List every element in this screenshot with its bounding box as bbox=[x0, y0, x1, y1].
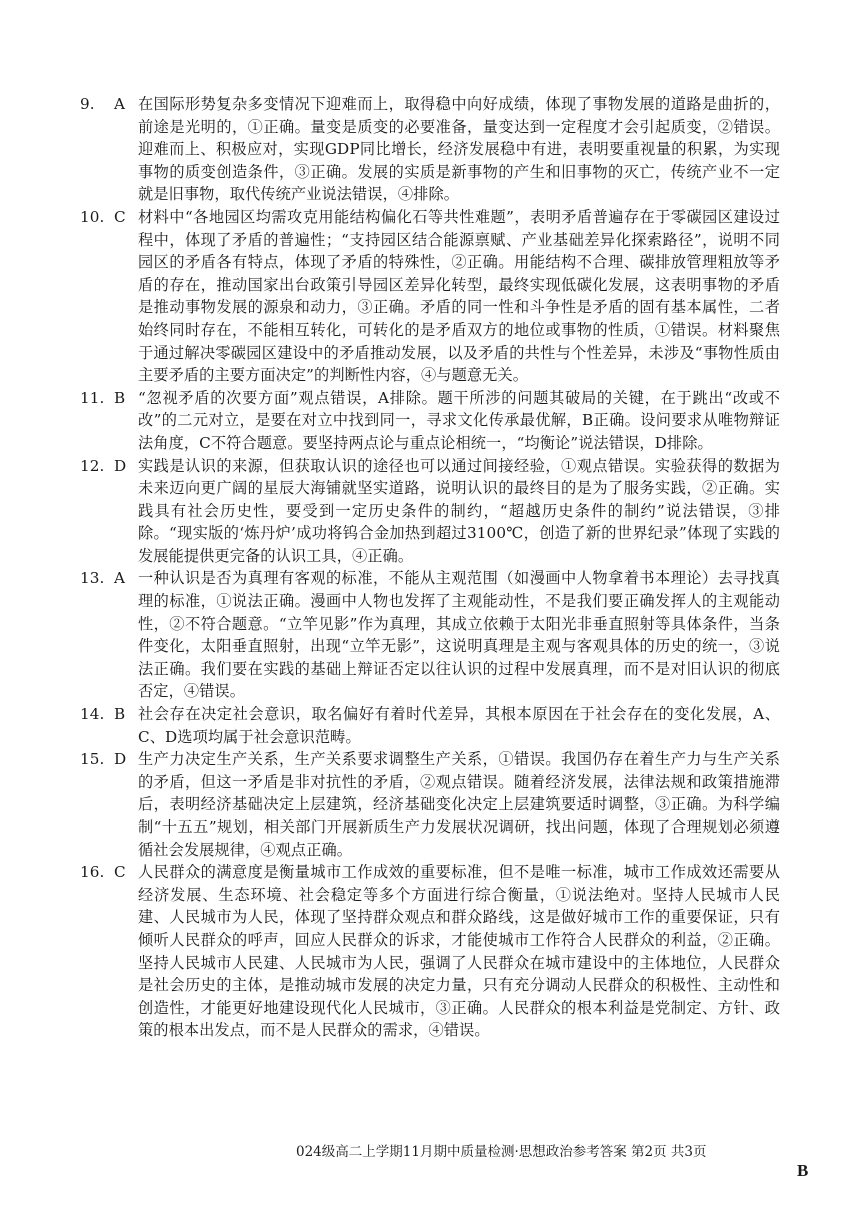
answer-key: A bbox=[114, 569, 126, 588]
answer-item-13 bbox=[80, 567, 780, 703]
answer-explanation: 实践是认识的来源，但获取认识的途径也可以通过间接经验，①观点错误。实验获得的数据为未来迈向更广阔的星辰大海铺就坚实道路，说明认识的最终目的是为了服务实践，②正确。实践具有社会历史性，要受到一定历史条件的制约，“超越历史条件的制约”说法错误，③排除。“现实版的‘炼丹炉’成功将钨合金加热到超过3100℃，创造了新的世界纪录”体现了实践的发展能提供更完备的认识工具，④正确。 bbox=[138, 456, 780, 565]
answer-explanation: 在国际形势复杂多变情况下迎难而上，取得稳中向好成绩，体现了事物发展的道路是曲折的，前途是光明的，①正确。量变是质变的必要准备，量变达到一定程度才会引起质变，②错误。迎难而上、积极应对，实现GDP同比增长，经济发展稳中有进，表明要重视量的积累，为实现事物的质变创造条件，③正确。发展的实质是新事物的产生和旧事物的灭亡，传统产业不一定就是旧事物，取代传统产业说法错误，④排除。 bbox=[138, 95, 780, 204]
answer-list bbox=[80, 93, 780, 1042]
answer-item-14 bbox=[80, 703, 780, 748]
answer-explanation: 材料中“各地园区均需攻克用能结构偏化石等共性难题”，表明矛盾普遍存在于零碳园区建设过程中，体现了矛盾的普遍性；“支持园区结合能源禀赋、产业基础差异化探索路径”，说明不同园区的矛盾各有特点，体现了矛盾的特殊性，②正确。用能结构不合理、碳排放管理粗放等矛盾的存在，推动国家出台政策引导园区差异化转型，最终实现低碳化发展，这表明事物的矛盾是推动事物发展的源泉和动力，③正确。矛盾的同一性和斗争性是矛盾的固有基本属性，二者始终同时存在，不能相互转化，可转化的是矛盾双方的地位或事物的性质，①错误。材料聚焦于通过解决零碳园区建设中的矛盾推动发展，以及矛盾的共性与个性差异，未涉及“事物性质由主要矛盾的主要方面决定”的判断性内容，④与题意无关。 bbox=[138, 207, 780, 385]
answer-item-12 bbox=[80, 455, 780, 568]
answer-item-16 bbox=[80, 861, 780, 1042]
page-footer: 024级高二上学期11月期中质量检测·思想政治参考答案 第2页 共3页 bbox=[296, 1144, 707, 1160]
question-number: 9. bbox=[80, 95, 95, 113]
answer-key: A bbox=[114, 95, 126, 113]
answer-key: C bbox=[114, 863, 126, 882]
question-number: 15. bbox=[80, 750, 105, 769]
question-number: 11. bbox=[80, 388, 105, 407]
answer-explanation: “忽视矛盾的次要方面”观点错误，A排除。题干所涉的问题其破局的关键，在于跳出“改或不改”的二元对立，是要在对立中找到同一，寻求文化传承最优解，B正确。设问要求从唯物辩证法角度，C不符合题意。要坚持两点论与重点论相统一，“均衡论”说法错误，D排除。 bbox=[138, 388, 780, 452]
answer-key: B bbox=[114, 388, 126, 407]
answer-explanation: 社会存在决定社会意识，取名偏好有着时代差异，其根本原因在于社会存在的变化发展，A、C、D选项均属于社会意识范畴。 bbox=[138, 705, 780, 746]
question-number: 12. bbox=[80, 456, 105, 475]
question-number: 10. bbox=[80, 207, 105, 226]
question-number: 14. bbox=[80, 705, 105, 724]
answer-key: C bbox=[114, 207, 126, 226]
answer-item-11 bbox=[80, 387, 780, 455]
question-number: 16. bbox=[80, 863, 105, 882]
question-number: 13. bbox=[80, 569, 105, 588]
answer-key: B bbox=[114, 705, 126, 724]
answer-explanation: 人民群众的满意度是衡量城市工作成效的重要标准，但不是唯一标准，城市工作成效还需要从经济发展、生态环境、社会稳定等多个方面进行综合衡量，①说法绝对。坚持人民城市人民建、人民城市为人民，体现了坚持群众观点和群众路线，这是做好城市工作的重要保证，只有倾听人民群众的呼声，回应人民群众的诉求，才能使城市工作符合人民群众的利益，②正确。坚持人民城市人民建、人民城市为人民，强调了人民群众在城市建设中的主体地位，人民群众是社会历史的主体，是推动城市发展的决定力量，只有充分调动人民群众的积极性、主动性和创造性，才能更好地建设现代化人民城市，③正确。人民群众的根本利益是党制定、方针、政策的根本出发点，而不是人民群众的需求，④错误。 bbox=[138, 863, 780, 1040]
answer-explanation: 生产力决定生产关系，生产关系要求调整生产关系，①错误。我国仍存在着生产力与生产关系的矛盾，但这一矛盾是非对抗性的矛盾，②观点错误。随着经济发展，法律法规和政策措施滞后，表明经济基础决定上层建筑，经济基础变化决定上层建筑要适时调整，③正确。为科学编制“十五五”规划，相关部门开展新质生产力发展状况调研，找出问题，体现了合理规划必须遵循社会发展规律，④观点正确。 bbox=[138, 750, 780, 859]
answer-item-15 bbox=[80, 748, 780, 861]
answer-key: D bbox=[114, 456, 127, 475]
answer-item-10 bbox=[80, 206, 780, 387]
answer-explanation: 一种认识是否为真理有客观的标准，不能从主观范围（如漫画中人物拿着书本理论）去寻找真理的标准，①说法正确。漫画中人物也发挥了主观能动性，不是我们要正确发挥人的主观能动性，②不符合题意。“立竿见影”作为真理，其成立依赖于太阳光非垂直照射等具体条件，当条件变化，太阳垂直照射，出现“立竿无影”，这说明真理是主观与客观具体的历史的统一，③说法正确。我们要在实践的基础上辩证否定以往认识的过程中发展真理，而不是对旧认识的彻底否定，④错误。 bbox=[138, 569, 780, 701]
answer-key: D bbox=[114, 750, 127, 769]
answer-item-9 bbox=[80, 93, 780, 206]
corner-mark: B bbox=[797, 1161, 809, 1180]
